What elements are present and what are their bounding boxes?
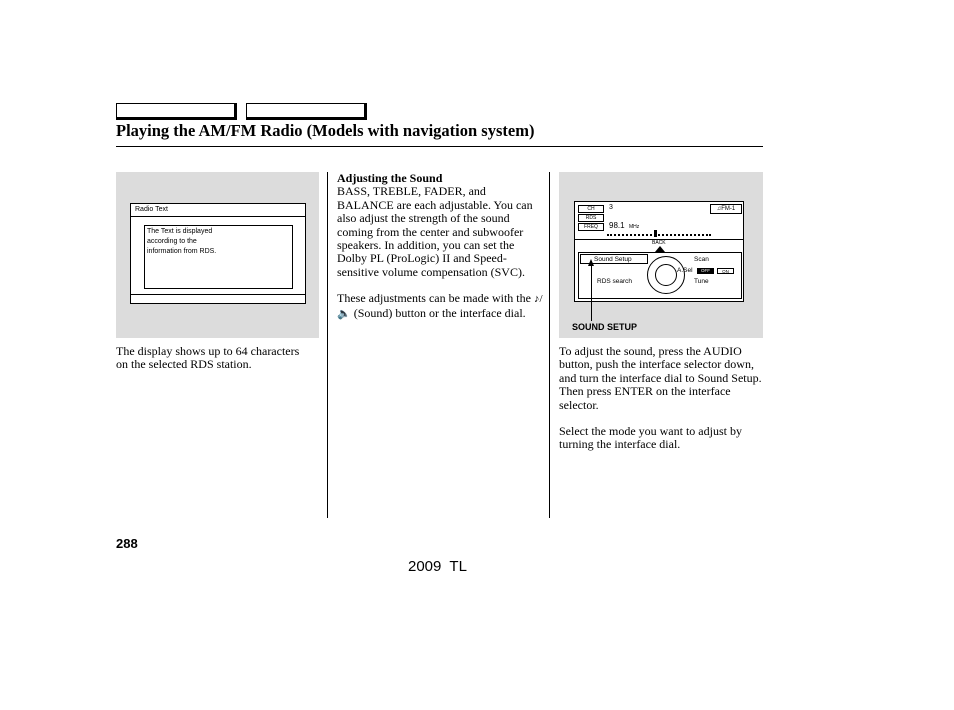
menu-asel: A.Sel: [677, 267, 693, 274]
screen-title: Radio Text: [135, 206, 168, 213]
tuning-marker: [654, 230, 657, 237]
message-box: [144, 225, 293, 289]
asel-off: OFF: [697, 268, 714, 274]
sound-setup-illustration: [559, 172, 763, 338]
sound-button-icon: ♪/🔈: [337, 293, 543, 320]
left-caption: The display shows up to 64 characters on the selected RDS station.: [116, 344, 300, 372]
page-number: 288: [116, 536, 138, 551]
asel-on: ON: [717, 268, 734, 274]
column-divider-1: [327, 172, 328, 518]
callout-line: [591, 261, 592, 321]
right-paragraph-2: Select the mode you want to adjust by turning the interface dial.: [559, 424, 742, 452]
title-rule: [116, 146, 763, 147]
column-divider-2: [549, 172, 550, 518]
menu-sound-setup: Sound Setup: [580, 254, 648, 264]
menu-tune: Tune: [694, 278, 709, 285]
right-text: [559, 345, 765, 452]
sound-paragraph-1: BASS, TREBLE, FADER, and BALANCE are each adjustable. You can also adjust the strength of the sound coming from the center and subwoofer speakers. In addition, you can set the Dolby PL (ProLogic) II and Speed-sensitive volume compensation (SVC).: [337, 184, 533, 279]
nav-tab-left: [116, 103, 237, 120]
right-paragraph-1: To adjust the sound, press the AUDIO button, push the interface selector down, and turn the interface dial to Sound Setup. Then press ENTER on the interface selector.: [559, 344, 762, 412]
callout-arrowhead: [588, 259, 594, 266]
callout-label: SOUND SETUP: [572, 322, 638, 332]
nav-tab-right: [246, 103, 367, 120]
back-label: BACK: [652, 240, 666, 246]
message-line: information from RDS.: [147, 248, 217, 255]
section-heading: Adjusting the Sound: [337, 171, 443, 185]
radio-text-screen: [130, 203, 306, 304]
band-indicator: ♫FM-1: [710, 204, 742, 214]
message-line: according to the: [147, 238, 197, 245]
freq-value: 98.1: [609, 221, 625, 230]
ch-label: CH: [578, 205, 604, 213]
message-line: The Text is displayed: [147, 228, 213, 235]
page-title: Playing the AM/FM Radio (Models with navigation system): [116, 121, 535, 140]
tuning-scale: [607, 234, 711, 238]
rds-label: RDS: [578, 214, 604, 222]
navigation-screen: [574, 201, 744, 302]
radio-text-illustration: [116, 172, 319, 338]
note-icon: ♫: [716, 206, 722, 212]
sound-section: [337, 172, 543, 321]
model-footer: 2009 TL: [408, 558, 467, 575]
freq-unit: MHz: [629, 224, 640, 230]
sound-paragraph-2: These adjustments can be made with the ♪/🔈 (Sound) button or the interface dial.: [337, 291, 543, 320]
menu-rds-search: RDS search: [597, 278, 633, 285]
menu-scan: Scan: [694, 256, 709, 263]
ch-value: 3: [609, 204, 613, 211]
freq-label: FREQ: [578, 223, 604, 231]
interface-dial-inner: [655, 264, 677, 286]
